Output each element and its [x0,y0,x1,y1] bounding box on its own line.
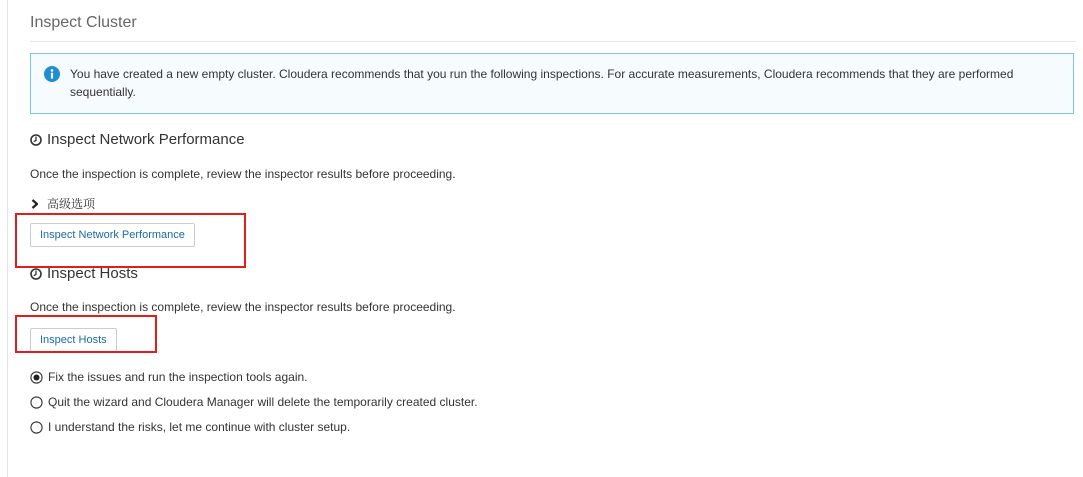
info-alert [30,53,1074,114]
radio-unselected-icon[interactable] [30,396,43,409]
inspect-network-button[interactable]: Inspect Network Performance [30,223,195,247]
network-description: Once the inspection is complete, review the inspector results before proceeding. [30,167,456,181]
radio-unselected-icon[interactable] [30,421,43,434]
chevron-right-icon [30,199,40,209]
network-section-heading [30,131,245,148]
radio-label: Fix the issues and run the inspection tools again. [48,370,308,384]
radio-label: I understand the risks, let me continue with cluster setup. [48,420,351,434]
radio-label: Quit the wizard and Cloudera Manager will delete the temporarily created cluster. [48,395,478,409]
info-message: You have created a new empty cluster. Cloudera recommends that you run the following inspections. For accurate measurements, Cloudera recommends that they are performed sequentially. [70,67,1014,99]
left-divider [7,0,8,477]
hosts-heading-text: Inspect Hosts [47,265,138,282]
network-heading-text: Inspect Network Performance [47,131,245,148]
page-title: Inspect Cluster [30,14,137,31]
hosts-section-heading [30,265,138,282]
advanced-options-toggle[interactable] [30,195,95,212]
radio-option-continue-setup[interactable] [30,420,350,434]
radio-option-quit-wizard[interactable] [30,395,478,409]
title-divider [30,41,1076,42]
clock-icon [30,134,42,146]
advanced-options-label: 高级选项 [47,197,96,211]
clock-icon [30,268,42,280]
inspect-hosts-button[interactable]: Inspect Hosts [30,328,117,352]
radio-selected-icon[interactable] [30,371,43,384]
hosts-description: Once the inspection is complete, review the inspector results before proceeding. [30,300,456,314]
radio-option-fix-issues[interactable] [30,370,308,384]
info-icon [44,66,60,82]
